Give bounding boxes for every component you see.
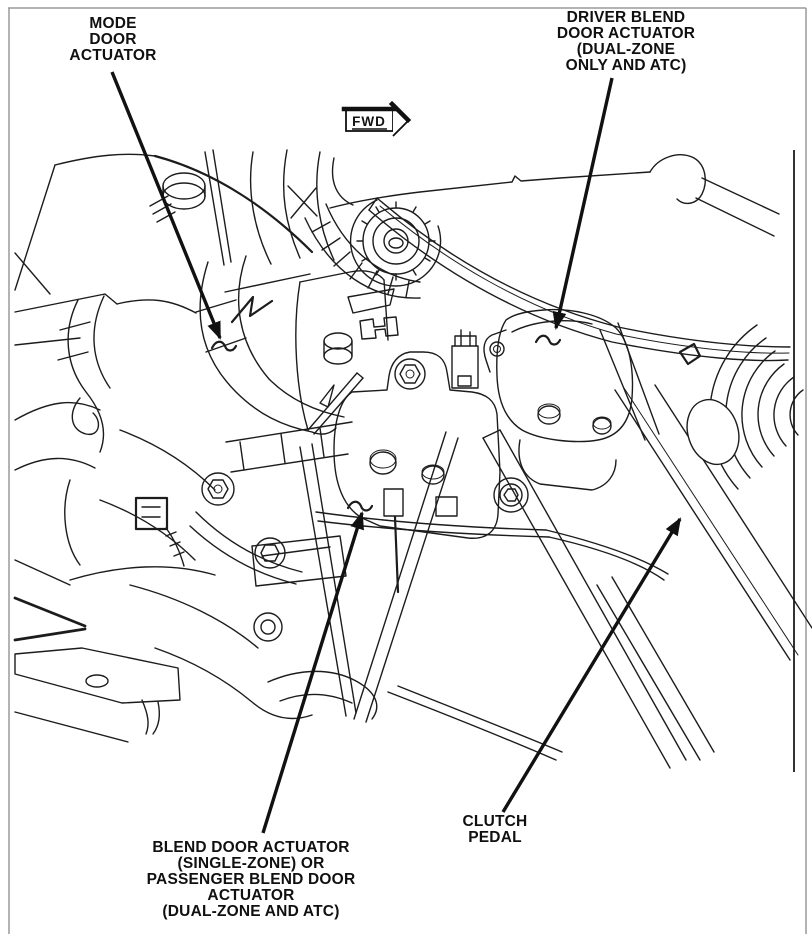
leader-arrow-clutch-pedal — [503, 519, 680, 812]
blend-door-actuator-drawing — [316, 330, 668, 592]
label-line: BLEND DOOR ACTUATOR — [152, 839, 350, 856]
callout-clutch-pedal — [443, 814, 547, 846]
page-border — [8, 8, 806, 934]
label-line: ACTUATOR — [69, 47, 157, 64]
label-line: DRIVER BLEND — [566, 9, 686, 26]
label-line: DOOR ACTUATOR — [556, 25, 696, 42]
driver-blend-actuator-drawing — [484, 310, 632, 490]
label-line: (DUAL-ZONE AND ATC) — [162, 903, 340, 920]
left-heater-hose — [58, 296, 110, 452]
fwd-direction-arrow — [344, 104, 408, 136]
label-line: ACTUATOR — [207, 887, 295, 904]
label-line: ONLY AND ATC) — [565, 57, 687, 74]
mounting-bracket-cutouts — [296, 271, 398, 434]
hood-prop-rod — [205, 150, 231, 265]
label-line: PASSENGER BLEND DOOR — [146, 871, 356, 888]
fwd-label: FWD — [352, 114, 386, 129]
cowl-top-edge — [330, 155, 779, 236]
callout-driver-blend-door-actuator — [540, 10, 712, 74]
pedal-arm-band — [388, 430, 714, 768]
heater-box — [212, 274, 352, 586]
callout-blend-door-actuator — [120, 840, 382, 920]
label-line: (SINGLE-ZONE) OR — [177, 855, 325, 872]
callout-mode-door-actuator — [38, 16, 188, 64]
lower-bracket-struts — [190, 432, 458, 722]
lower-left-structure — [15, 430, 377, 742]
upper-mounting-bolt — [150, 173, 205, 222]
leader-arrow-blend-door-actuator — [263, 513, 362, 833]
label-line: (DUAL-ZONE — [576, 41, 676, 58]
label-line: PEDAL — [468, 829, 522, 846]
wiring-connector — [136, 498, 184, 566]
label-line: DOOR — [89, 31, 137, 48]
label-line: MODE — [89, 15, 137, 32]
label-line: CLUTCH — [462, 813, 528, 830]
leader-arrow-driver-blend-actuator — [556, 78, 612, 328]
leader-arrow-mode-door-actuator — [112, 72, 220, 338]
